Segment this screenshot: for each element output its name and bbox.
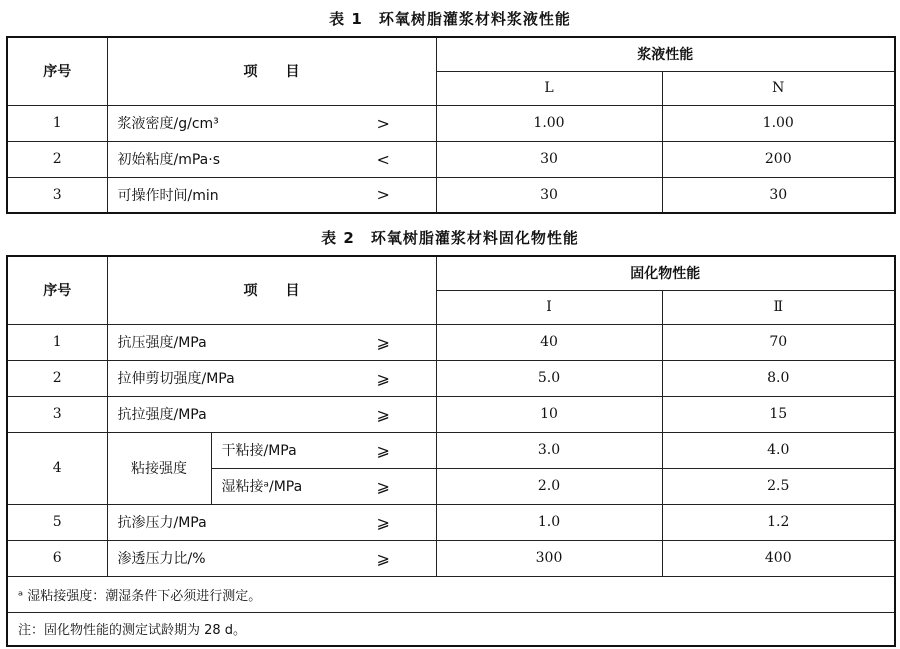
row-operator: ⩾	[331, 396, 436, 432]
row-value-b: 2.5	[662, 468, 895, 504]
row-operator: ⩾	[331, 504, 436, 540]
row-value-b: 200	[662, 141, 895, 177]
table2-head-item: 项 目	[107, 256, 436, 324]
row-no: 3	[7, 396, 107, 432]
row-no: 6	[7, 540, 107, 576]
table2-footnote: ᵃ 湿粘接强度：潮湿条件下必须进行测定。	[7, 576, 895, 612]
table2-head-group: 固化物性能	[436, 256, 895, 290]
row-value-a: 1.00	[436, 105, 662, 141]
table1-col-a: L	[436, 71, 662, 105]
table1	[6, 36, 896, 214]
table-row	[7, 396, 895, 432]
row-value-a: 1.0	[436, 504, 662, 540]
row-operator: ⩾	[331, 540, 436, 576]
row-no: 3	[7, 177, 107, 213]
row-value-b: 70	[662, 324, 895, 360]
row-item: 抗压强度/MPa	[107, 324, 331, 360]
row-value-a: 10	[436, 396, 662, 432]
row-no: 2	[7, 141, 107, 177]
row-value-b: 400	[662, 540, 895, 576]
table-row	[7, 360, 895, 396]
row-value-a: 40	[436, 324, 662, 360]
row-value-a: 30	[436, 141, 662, 177]
row-item: 抗渗压力/MPa	[107, 504, 331, 540]
table2	[6, 255, 896, 647]
table-row	[7, 105, 895, 141]
row-no: 5	[7, 504, 107, 540]
row-operator: >	[331, 177, 436, 213]
row-item: 干粘接/MPa	[211, 432, 331, 468]
table2-title: 表 2 环氧树脂灌浆材料固化物性能	[321, 229, 579, 247]
row-item: 可操作时间/min	[107, 177, 331, 213]
table-row	[7, 177, 895, 213]
row-no: 4	[7, 432, 107, 504]
row-value-b: 1.2	[662, 504, 895, 540]
row-value-b: 30	[662, 177, 895, 213]
table2-col-a: Ⅰ	[436, 290, 662, 324]
row-value-a: 2.0	[436, 468, 662, 504]
table2-col-b: Ⅱ	[662, 290, 895, 324]
row-value-b: 8.0	[662, 360, 895, 396]
table2-note: 注：固化物性能的测定试龄期为 28 d。	[7, 612, 895, 646]
row-no: 1	[7, 105, 107, 141]
row-item: 渗透压力比/%	[107, 540, 331, 576]
row-value-b: 4.0	[662, 432, 895, 468]
row-value-b: 1.00	[662, 105, 895, 141]
row-value-a: 5.0	[436, 360, 662, 396]
table1-head-group: 浆液性能	[436, 37, 895, 71]
row-value-b: 15	[662, 396, 895, 432]
row-item: 拉伸剪切强度/MPa	[107, 360, 331, 396]
row-operator: ⩾	[331, 324, 436, 360]
table-row	[7, 141, 895, 177]
table-row	[7, 432, 895, 468]
table1-title: 表 1 环氧树脂灌浆材料浆液性能	[329, 10, 571, 28]
row-value-a: 30	[436, 177, 662, 213]
table1-col-b: N	[662, 71, 895, 105]
row-no: 2	[7, 360, 107, 396]
table2-head-no: 序号	[7, 256, 107, 324]
row-operator: >	[331, 105, 436, 141]
table-row	[7, 324, 895, 360]
row-item: 湿粘接ᵃ/MPa	[211, 468, 331, 504]
row-item: 初始粘度/mPa·s	[107, 141, 331, 177]
table-row	[7, 540, 895, 576]
row-operator: ⩾	[331, 432, 436, 468]
row-item: 抗拉强度/MPa	[107, 396, 331, 432]
row-item: 浆液密度/g/cm³	[107, 105, 331, 141]
table1-head-item: 项 目	[107, 37, 436, 105]
table-row	[7, 504, 895, 540]
row-value-a: 300	[436, 540, 662, 576]
table1-head-no: 序号	[7, 37, 107, 105]
row-operator: ⩾	[331, 468, 436, 504]
row-value-a: 3.0	[436, 432, 662, 468]
row-operator: ⩾	[331, 360, 436, 396]
row-operator: <	[331, 141, 436, 177]
row-no: 1	[7, 324, 107, 360]
row-group-label: 粘接强度	[107, 432, 211, 504]
